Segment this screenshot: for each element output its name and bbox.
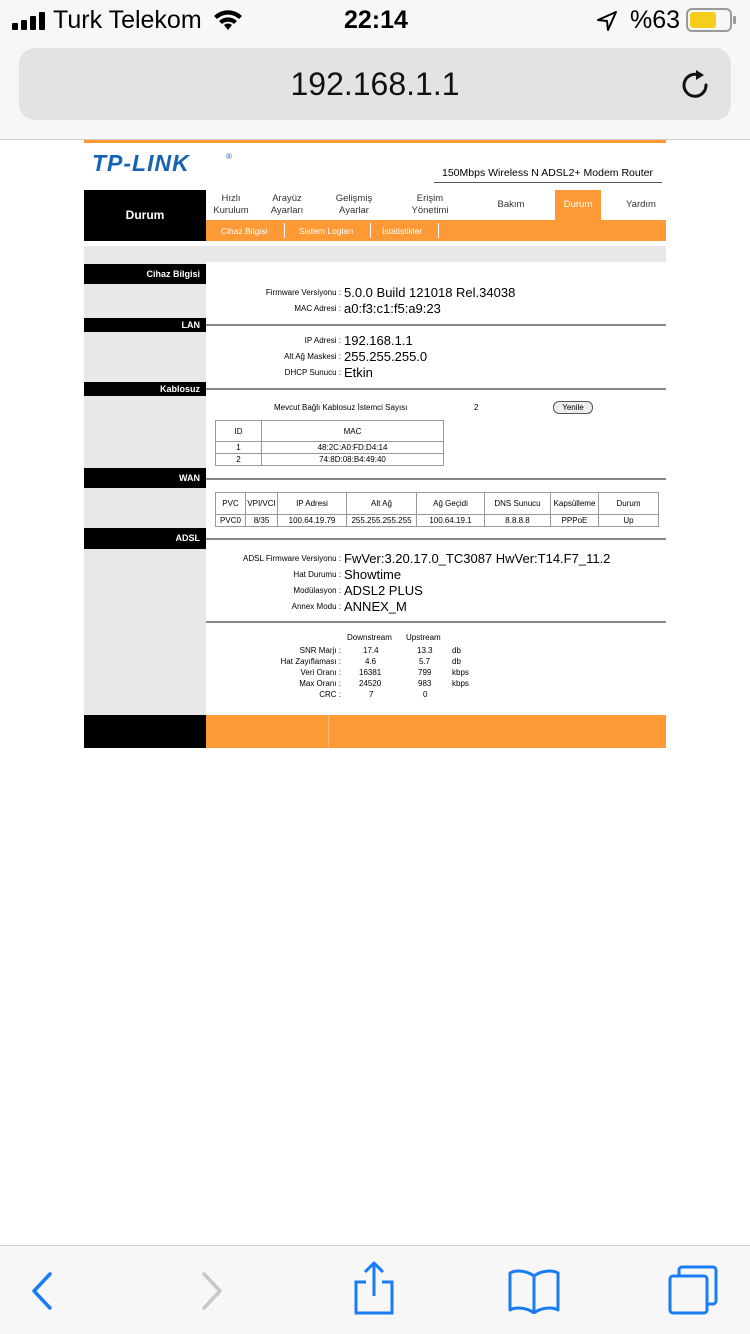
tabs-icon[interactable] — [667, 1264, 719, 1316]
stats-label: Hat Zayıflaması : — [280, 657, 341, 666]
column-header: Alt Ağ — [347, 493, 417, 515]
dhcp-value: Etkin — [344, 365, 373, 380]
section-header-wireless — [84, 382, 206, 396]
nav-label: Gelişmiş — [335, 193, 373, 204]
footer-bar — [206, 715, 666, 748]
section-title: WAN — [179, 473, 200, 483]
ip-value: 192.168.1.1 — [344, 333, 413, 348]
section-rule — [206, 388, 666, 390]
brand-logo: TP-LINK — [92, 150, 190, 176]
stats-up: 0 — [423, 690, 428, 699]
router-page — [84, 140, 666, 748]
address-bar[interactable] — [19, 48, 731, 120]
section-title: Cihaz Bilgisi — [146, 269, 200, 279]
current-section-title: Durum — [125, 208, 165, 222]
column-header: IP Adresi — [278, 493, 347, 515]
table-cell: 8/35 — [246, 515, 278, 527]
nav-label: Durum — [563, 199, 593, 210]
table-cell: 74:8D:08:B4:49:40 — [262, 454, 444, 466]
table-cell: 2 — [216, 454, 262, 466]
adsl-fw-value: FwVer:3.20.17.0_TC3087 HwVer:T14.F7_11.2 — [344, 551, 611, 566]
table-cell: 1 — [216, 442, 262, 454]
browser-header — [0, 40, 750, 140]
section-rule — [206, 324, 666, 326]
stats-unit: kbps — [452, 668, 469, 677]
section-title: LAN — [181, 320, 200, 330]
mac-label: MAC Adresi : — [294, 304, 341, 313]
wireless-clients-table — [215, 420, 444, 466]
nav-label: Ayarlar — [339, 205, 369, 216]
nav-bar — [206, 190, 666, 220]
column-header: Kapsülleme — [551, 493, 599, 515]
stats-up: 5.7 — [419, 657, 431, 666]
section-rule — [206, 538, 666, 540]
battery-percent: %63 — [630, 6, 681, 34]
column-header: MAC — [262, 421, 444, 442]
model-name: 150Mbps Wireless N ADSL2+ Modem Router — [442, 167, 653, 179]
subnav-divider — [284, 223, 285, 238]
mask-label: Alt Ağ Maskesi : — [284, 352, 341, 361]
column-header: PVC — [216, 493, 246, 515]
nav-label: Erişim — [416, 193, 444, 204]
section-header-lan — [84, 318, 206, 332]
nav-item-gelismis-ayarlar[interactable] — [324, 193, 384, 217]
stats-unit: db — [452, 646, 461, 655]
stats-up: 983 — [418, 679, 432, 688]
table-cell: 100.64.19.1 — [417, 515, 485, 527]
subnav-divider — [370, 223, 371, 238]
stats-down: 7 — [369, 690, 374, 699]
adsl-fw-label: ADSL Firmware Versiyonu : — [243, 554, 341, 563]
section-title: Kablosuz — [159, 384, 200, 394]
table-header-row — [216, 421, 444, 442]
section-header-wan — [84, 468, 206, 488]
table-row — [216, 442, 444, 454]
spacer-bar — [84, 246, 666, 262]
section-rule — [206, 478, 666, 480]
line-status-value: Showtime — [344, 567, 402, 582]
current-section-box — [84, 190, 206, 241]
stats-down: 17.4 — [363, 646, 379, 655]
table-cell: 8.8.8.8 — [485, 515, 551, 527]
footer-left — [84, 715, 206, 748]
location-icon — [596, 10, 618, 32]
wireless-clients-value: 2 — [474, 403, 479, 412]
column-header: Ağ Geçidi — [417, 493, 485, 515]
url-text[interactable]: 192.168.1.1 — [290, 66, 460, 102]
stats-down: 4.6 — [365, 657, 377, 666]
sub-nav-bar — [206, 220, 666, 241]
mask-value: 255.255.255.0 — [344, 349, 428, 364]
wan-table — [215, 492, 659, 527]
table-cell: Up — [599, 515, 659, 527]
table-cell: PVC0 — [216, 515, 246, 527]
battery-icon — [686, 8, 738, 32]
stats-down: 24520 — [359, 679, 382, 688]
nav-item-hizli-kurulum[interactable] — [206, 193, 256, 217]
refresh-button[interactable] — [553, 401, 593, 414]
nav-label: Yönetimi — [411, 205, 449, 216]
stats-label: Veri Oranı : — [300, 668, 341, 677]
status-bar — [0, 0, 750, 40]
mac-value: a0:f3:c1:f5:a9:23 — [344, 301, 441, 316]
modulation-value: ADSL2 PLUS — [344, 583, 423, 598]
nav-label: Kurulum — [213, 205, 249, 216]
header-divider — [434, 182, 662, 183]
subnav-istatistikler[interactable]: İstatistikler — [382, 226, 423, 236]
section-header-adsl — [84, 528, 206, 549]
table-cell: 100.64.19.79 — [278, 515, 347, 527]
nav-item-erisim-yonetimi[interactable] — [400, 193, 460, 217]
back-icon[interactable] — [28, 1270, 58, 1312]
dhcp-label: DHCP Sunucu : — [284, 368, 341, 377]
nav-label: Arayüz — [272, 193, 302, 204]
section-rule — [206, 621, 666, 623]
wireless-clients-label: Mevcut Bağlı Kablosuz İstemci Sayısı — [274, 403, 408, 412]
refresh-button-label: Yenile — [562, 403, 584, 412]
stats-unit: db — [452, 657, 461, 666]
stats-up: 13.3 — [417, 646, 433, 655]
table-cell: 48:2C:A0:FD:D4:14 — [262, 442, 444, 454]
subnav-cihaz-bilgisi[interactable]: Cihaz Bilgisi — [221, 226, 268, 236]
column-header: DNS Sunucu — [485, 493, 551, 515]
table-cell: 255.255.255.255 — [347, 515, 417, 527]
stats-up: 799 — [418, 668, 432, 677]
stats-label: SNR Marjı : — [299, 646, 341, 655]
nav-label: Yardım — [626, 199, 656, 210]
column-header: ID — [216, 421, 262, 442]
nav-label: Hızlı — [221, 193, 241, 204]
nav-label: Bakım — [497, 199, 525, 210]
stats-down: 16381 — [359, 668, 382, 677]
bookmarks-icon[interactable] — [507, 1268, 561, 1314]
column-header: VPI/VCI — [246, 493, 278, 515]
stats-header-downstream: Downstream — [347, 633, 392, 642]
carrier-name: Turk Telekom — [53, 6, 202, 34]
footer-divider — [328, 715, 329, 748]
nav-item-bakim[interactable] — [486, 199, 536, 210]
annex-label: Annex Modu : — [291, 602, 341, 611]
ip-label: IP Adresi : — [304, 336, 341, 345]
nav-item-durum[interactable] — [555, 190, 601, 220]
firmware-value: 5.0.0 Build 121018 Rel.34038 — [344, 285, 516, 300]
subnav-sistem-loglari[interactable]: Sistem Logları — [299, 226, 354, 236]
stats-label: CRC : — [319, 690, 341, 699]
signal-icon — [12, 12, 48, 30]
section-title: ADSL — [175, 533, 200, 543]
stats-label: Max Oranı : — [299, 679, 341, 688]
stats-unit: kbps — [452, 679, 469, 688]
browser-toolbar — [0, 1245, 750, 1334]
reload-icon[interactable] — [679, 68, 713, 102]
nav-item-arayuz-ayarlari[interactable] — [262, 193, 312, 217]
section-header-device — [84, 264, 206, 284]
nav-label: Ayarları — [270, 205, 304, 216]
annex-value: ANNEX_M — [344, 599, 407, 614]
clock: 22:14 — [344, 6, 408, 34]
trademark-mark: ® — [226, 152, 232, 161]
table-row — [216, 454, 444, 466]
forward-icon[interactable] — [196, 1270, 226, 1312]
subnav-divider — [438, 223, 439, 238]
table-header-row — [216, 493, 659, 515]
firmware-label: Firmware Versiyonu : — [265, 288, 341, 297]
column-header: Durum — [599, 493, 659, 515]
table-cell: PPPoE — [551, 515, 599, 527]
table-row — [216, 515, 659, 527]
share-icon[interactable] — [352, 1260, 396, 1316]
stats-header-upstream: Upstream — [406, 633, 441, 642]
wifi-icon — [213, 9, 243, 31]
modulation-label: Modülasyon : — [293, 586, 341, 595]
nav-item-yardim[interactable] — [616, 199, 666, 210]
line-status-label: Hat Durumu : — [293, 570, 341, 579]
top-accent-line — [84, 140, 666, 143]
